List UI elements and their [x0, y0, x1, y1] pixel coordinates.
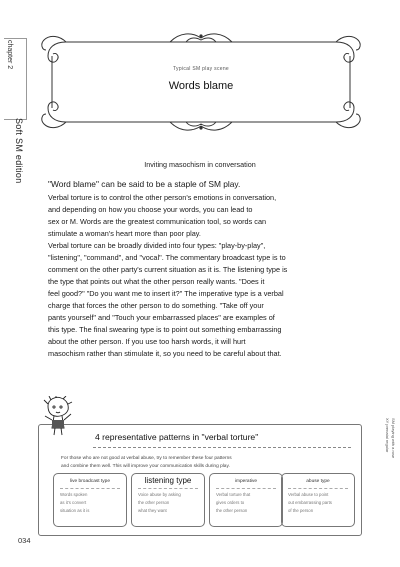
text-line: feel good?" "Do you want me to insert it?" The imperative type is a verbal	[48, 289, 284, 298]
card-line: Words spoken	[60, 492, 88, 497]
pattern-card-listening	[131, 473, 205, 527]
chapter-label: chapter 2	[6, 40, 13, 70]
section-title: Inviting masochism in conversation	[144, 160, 256, 169]
title-frame	[40, 28, 362, 136]
card-line: gives orders to	[216, 500, 245, 505]
text-line: comment on the other party's current situation as it is. The listening type is	[48, 265, 288, 274]
text-line: Verbal torture is to control the other person's emotions in conversation,	[48, 193, 277, 202]
card-line: Voice abuse by asking	[138, 492, 181, 497]
edition-label: Soft SM edition	[14, 118, 24, 184]
page-title: Words blame	[168, 80, 234, 92]
card-line: the other person	[138, 500, 170, 505]
paragraph-2	[48, 240, 368, 360]
pattern-card-live-broadcast	[53, 473, 127, 527]
patterns-box-description	[61, 455, 232, 470]
text-line: about the other person. If you use too harsh words, it will hurt	[48, 337, 246, 346]
patterns-box-title: 4 representative patterns in "verbal torture"	[95, 432, 259, 442]
description-line: and combine them well. This will improve your communication skills during play.	[61, 463, 230, 469]
scene-kicker: Typical SM play scene	[172, 66, 230, 72]
text-line: the type that points out what the other person really wants. "Does it	[48, 277, 265, 286]
card-title: imperative	[234, 479, 258, 484]
card-line: as it's convert	[60, 500, 87, 505]
margin-note: XY prenatal regular	[385, 418, 390, 453]
card-title: abuse type	[306, 479, 330, 484]
text-line: stimulate a woman's heart more than poor play.	[48, 229, 201, 238]
card-divider	[216, 488, 276, 489]
mascot-illustration-icon	[42, 396, 74, 436]
text-line: and depending on how you choose your words, you can lead to	[48, 205, 253, 214]
page-number: 034	[18, 536, 31, 545]
text-line: sex or M. Words are the greatest communication tool, so words can	[48, 217, 267, 226]
card-line: Verbal torture that	[216, 492, 251, 497]
text-line: "listening", "command", and "vocal". The commentary broadcast type is to	[48, 253, 286, 262]
paragraph-1	[48, 192, 368, 240]
card-divider	[60, 488, 120, 489]
card-line: situation as it is	[60, 508, 90, 513]
card-line: of the person	[288, 508, 314, 513]
text-line: masochism rather than stimulate it, so you need to be careful about that.	[48, 349, 282, 358]
card-line: what they want	[138, 508, 167, 513]
pattern-card-imperative	[209, 473, 283, 527]
card-divider	[138, 488, 198, 489]
patterns-box	[38, 424, 362, 536]
card-line: Verbal abuse to point	[288, 492, 329, 497]
title-divider	[93, 447, 351, 448]
body-text	[48, 178, 368, 360]
text-line: charge that forces the other person to do something. "Take off your	[48, 301, 264, 310]
card-title: listening type	[144, 476, 192, 485]
pattern-cards	[45, 473, 355, 529]
text-line: Verbal torture can be broadly divided into four types: "play-by-play",	[48, 241, 266, 250]
text-line: this type. The final swearing type is to point out something embarrassing	[48, 325, 282, 334]
card-divider	[288, 488, 348, 489]
lead-sentence: "Word blame" can be said to be a staple of SM play.	[48, 179, 241, 189]
card-line: the other person	[216, 508, 248, 513]
chapter-tab	[0, 30, 30, 184]
margin-note: SM playing with a rose	[391, 418, 396, 459]
card-title: live broadcast type	[70, 479, 110, 484]
text-line: pants yourself" and "Touch your embarrassed places" are examples of	[48, 313, 275, 322]
pattern-card-abuse	[281, 473, 355, 527]
description-line: For those who are not good at verbal abuse, try to remember these four patterns	[61, 456, 232, 461]
card-line: out embarrassing parts	[288, 500, 332, 505]
